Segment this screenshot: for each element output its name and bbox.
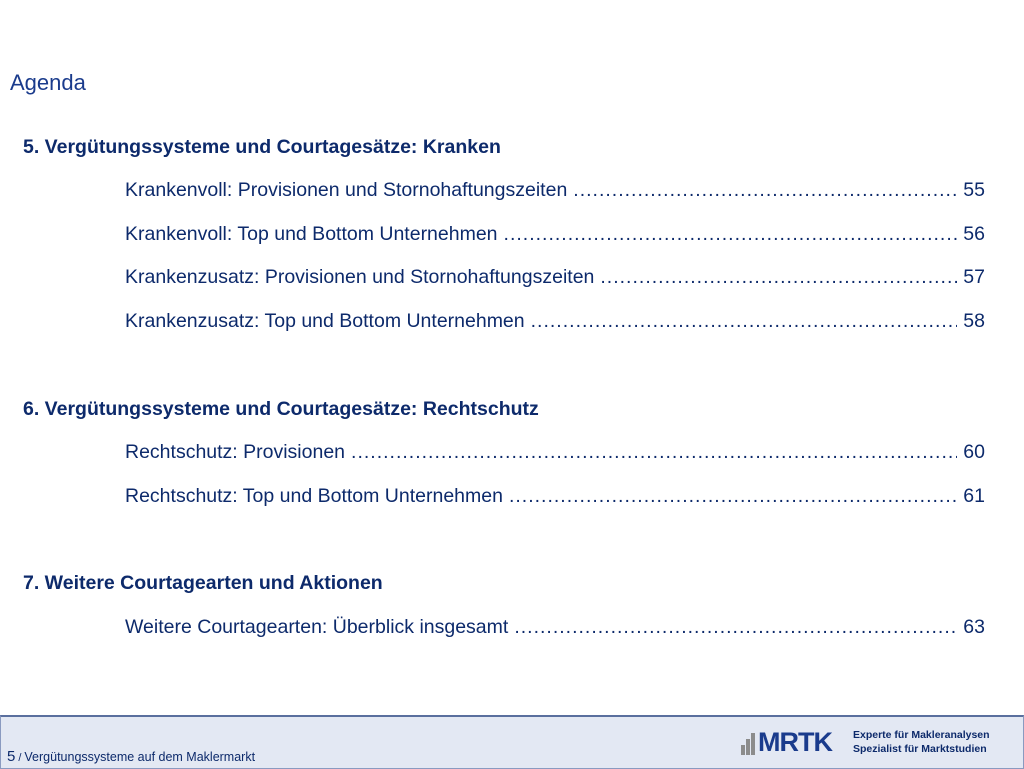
toc-page-number: 56 [963, 223, 985, 245]
toc-entry[interactable] [125, 441, 985, 464]
tagline-line-2: Spezialist für Marktstudien [853, 743, 987, 755]
mrtk-logo [741, 727, 832, 757]
tagline-line-1: Experte für Makleranalysen [853, 729, 990, 741]
toc-entry[interactable] [125, 223, 985, 246]
toc-entry-label: Krankenvoll: Provisionen und Stornohaftungszeiten [125, 179, 568, 201]
toc-dot-leader [573, 179, 957, 202]
page-title: Agenda [10, 70, 86, 95]
footer-caption [7, 748, 255, 765]
section-heading: 5. Vergütungssysteme und Courtagesätze: Kranken [23, 136, 501, 158]
logo-tagline [853, 728, 990, 756]
toc-entry[interactable] [125, 485, 985, 508]
toc-entry[interactable] [125, 179, 985, 202]
toc-page-number: 55 [963, 179, 985, 201]
footer-document-title: Vergütungssysteme auf dem Maklermarkt [24, 750, 256, 764]
toc-entry-label: Krankenzusatz: Provisionen und Stornohaftungszeiten [125, 266, 595, 288]
toc-page-number: 63 [963, 616, 985, 638]
logo-bars-icon [741, 729, 756, 755]
toc-page-number: 61 [963, 485, 985, 507]
logo-wordmark: MRTK [758, 727, 832, 757]
toc-entry[interactable] [125, 310, 985, 333]
toc-entry-label: Rechtschutz: Provisionen [125, 441, 346, 463]
footer-page-number: 5 [7, 748, 16, 765]
footer-bar [0, 715, 1024, 769]
toc-entry-label: Krankenvoll: Top und Bottom Unternehmen [125, 223, 498, 245]
toc-dot-leader [509, 485, 957, 508]
toc-page-number: 60 [963, 441, 985, 463]
toc-entry[interactable] [125, 616, 985, 639]
toc-dot-leader [504, 223, 958, 246]
toc-page-number: 58 [963, 310, 985, 332]
toc-dot-leader [351, 441, 957, 464]
toc-entry-label: Krankenzusatz: Top und Bottom Unternehmen [125, 310, 525, 332]
toc-entry-label: Rechtschutz: Top und Bottom Unternehmen [125, 485, 503, 507]
toc-dot-leader [514, 616, 957, 639]
footer-separator: / [18, 752, 22, 764]
toc-dot-leader [531, 310, 958, 333]
toc-entry-label: Weitere Courtagearten: Überblick insgesamt [125, 616, 509, 638]
section-heading: 6. Vergütungssysteme und Courtagesätze: Rechtschutz [23, 398, 539, 420]
toc-page-number: 57 [963, 266, 985, 288]
toc-dot-leader [600, 266, 957, 289]
section-heading: 7. Weitere Courtagearten und Aktionen [23, 572, 383, 594]
toc-entry[interactable] [125, 266, 985, 289]
